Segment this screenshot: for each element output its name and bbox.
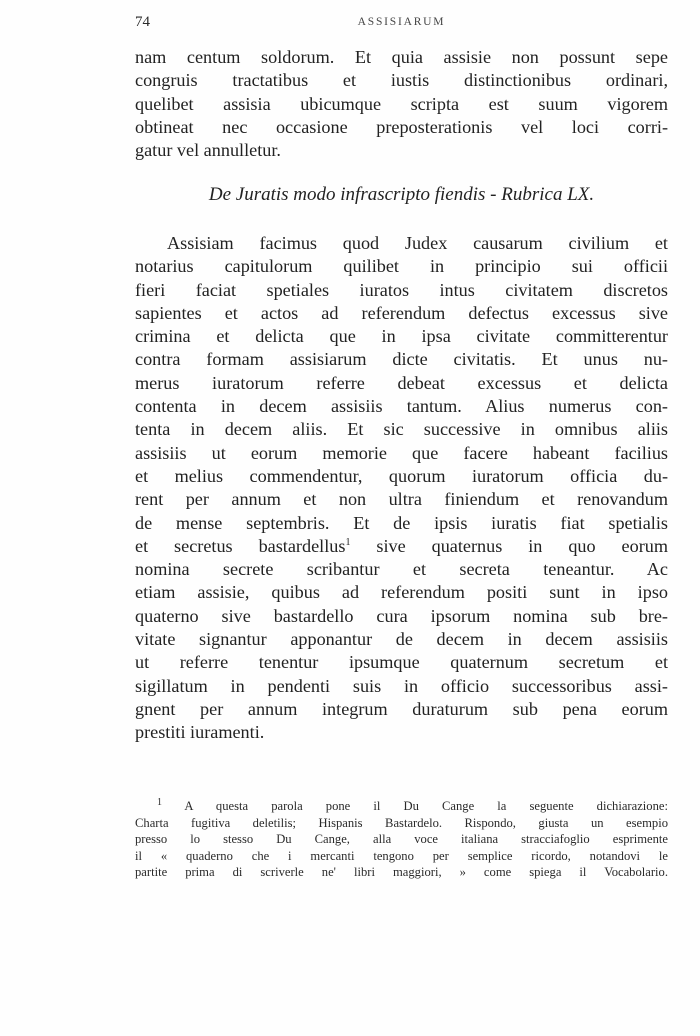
paragraph-rubric-lx (135, 232, 668, 745)
text-line: merus iuratorum referre debeat excessus et delicta (135, 372, 668, 393)
text-line: sigillatum in pendenti suis in officio successoribus assi- (135, 675, 668, 696)
text-line: etiam assisie, quibus ad referendum positi sunt in ipso (135, 582, 668, 603)
text-line: quelibet assisia ubicumque scripta est suum vigorem (135, 93, 668, 114)
text-line: nomina secrete scribantur et secreta teneantur. Ac (135, 559, 668, 580)
text-line: fieri faciat spetiales iuratos intus civitatem discretos (135, 279, 668, 300)
text-line: contra formam assisiarum dicte civitatis. Et unus nu- (135, 349, 668, 370)
footnotes (135, 798, 668, 881)
footnote-line: il « quaderno che i mercanti tengono per semplice ricordo, notandovi le (135, 848, 668, 863)
text-line-with-footnote (135, 535, 668, 558)
text-line: crimina et delicta que in ipsa civitate committerentur (135, 326, 668, 347)
text-line: tenta in decem aliis. Et sic successive in omnibus aliis (135, 419, 668, 440)
footnote-marker: 1 (157, 796, 162, 808)
text-line: assisiis ut eorum memorie que facere habeant facilius (135, 442, 668, 463)
page-number: 74 (135, 14, 150, 30)
footnote-line: presso lo stesso Du Cange, alla voce italiana stracciafoglio esprimente (135, 832, 668, 847)
text-line: et melius commendentur, quorum iuratorum officia du- (135, 465, 668, 486)
running-title: ASSISIARUM (357, 16, 446, 28)
page-header (135, 14, 668, 34)
text-line: rent per annum et non ultra finiendum et renovandum (135, 489, 668, 510)
text-line: ut referre tenentur ipsumque quaternum secretum et (135, 652, 668, 673)
text-line: gnent per annum integrum duraturum sub pena eorum (135, 698, 668, 719)
text-line: quaterno sive bastardello cura ipsorum nomina sub bre- (135, 605, 668, 626)
text-fragment: et secretus bastardellus (135, 535, 346, 556)
footnote-line: partite prima di scriverle ne' libri maggiori, » come spiega il Vocabolario. (135, 865, 668, 880)
section-heading: De Juratis modo infrascripto fiendis - Rubrica LX. (208, 184, 595, 205)
text-line: contenta in decem assisiis tantum. Alius numerus con- (135, 396, 668, 417)
footnote-text: A questa parola pone il Du Cange la seguente dichiarazione: (184, 799, 668, 813)
footnote-reference[interactable]: 1 (345, 536, 351, 548)
text-line: Assisiam facimus quod Judex causarum civilium et (167, 233, 668, 253)
text-line: notarius capitulorum quilibet in principio sui officii (135, 256, 668, 277)
text-line: prestiti iuramenti. (135, 722, 265, 743)
text-line: nam centum soldorum. Et quia assisie non possunt sepe (135, 47, 668, 67)
text-line: de mense septembris. Et de ipsis iuratis fiat spetialis (135, 512, 668, 533)
text-fragment: sive quaternus in quo eorum (376, 535, 668, 556)
footnote-line: Charta fugitiva deletilis; Hispanis Bastardelo. Rispondo, giusta un esempio (135, 815, 668, 830)
text-line: congruis tractatibus et iustis distinctionibus ordinari, (135, 70, 668, 91)
text-line: vitate signantur apponantur de decem in decem assisiis (135, 629, 668, 650)
text-line: gatur vel annulletur. (135, 140, 281, 161)
text-line: obtineat nec occasione preposterationis vel loci corri- (135, 116, 668, 137)
text-line: sapientes et actos ad referendum defectus excessus sive (135, 302, 668, 323)
footnote-line (135, 798, 668, 815)
paragraph-continuation (135, 46, 668, 162)
